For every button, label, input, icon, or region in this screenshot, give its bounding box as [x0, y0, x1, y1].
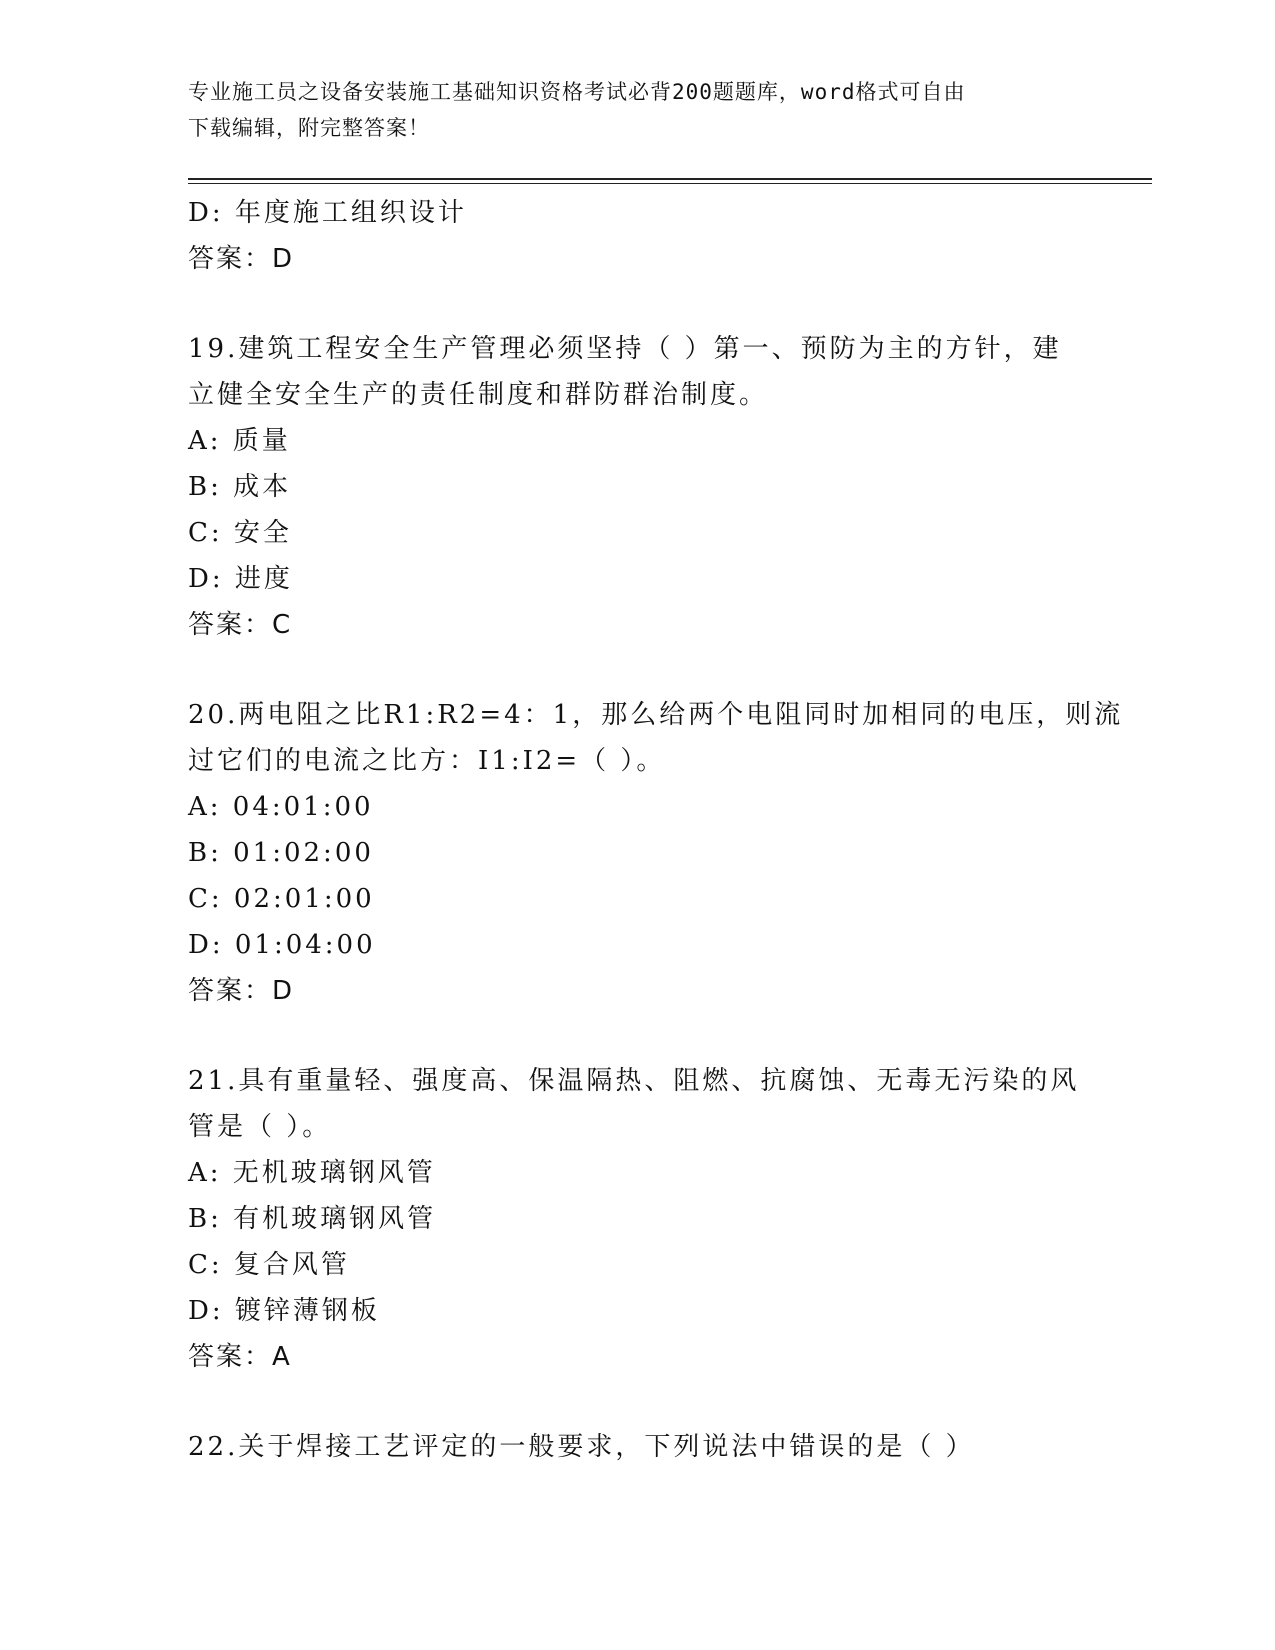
question-stem: 21.具有重量轻、强度高、保温隔热、阻燃、抗腐蚀、无毒无污染的风: [188, 1066, 1080, 1096]
option-d: D: 镀锌薄钢板: [188, 1296, 380, 1326]
prev-option-d: D: 年度施工组织设计: [188, 198, 467, 228]
option-b: B: 01:02:00: [188, 838, 374, 868]
question-stem: 22.关于焊接工艺评定的一般要求，下列说法中错误的是（ ）: [188, 1432, 975, 1462]
question-stem: 19.建筑工程安全生产管理必须坚持（ ）第一、预防为主的方针，建: [188, 334, 1062, 364]
answer: 答案：A: [188, 1342, 292, 1372]
option-c: C: 复合风管: [188, 1250, 350, 1280]
answer: 答案：D: [188, 976, 295, 1006]
header-line-1: 专业施工员之设备安装施工基础知识资格考试必背200题题库，word格式可自由: [188, 80, 966, 104]
option-c: C: 安全: [188, 518, 292, 548]
answer: 答案：C: [188, 610, 293, 640]
option-a: A: 04:01:00: [188, 792, 374, 822]
question-21: [188, 1058, 1088, 1380]
header-divider-thick: [188, 178, 1152, 180]
question-list: [188, 190, 1124, 1470]
option-c: C: 02:01:00: [188, 884, 375, 914]
question-19: [188, 326, 1088, 648]
question-stem: 20.两电阻之比R1:R2=4：1，那么给两个电阻同时加相同的电压，则流: [188, 700, 1124, 730]
header-line-2: 下载编辑，附完整答案！: [188, 116, 430, 140]
prev-answer: 答案：D: [188, 244, 295, 274]
option-d: D: 进度: [188, 564, 293, 594]
document-header: [188, 74, 1068, 146]
question-22: [188, 1424, 1088, 1470]
option-b: B: 成本: [188, 472, 292, 502]
question-stem: 立健全安全生产的责任制度和群防群治制度。: [188, 380, 769, 410]
question-stem: 管是（ ）。: [188, 1112, 332, 1142]
question-stem: 过它们的电流之比方：I1:I2=（ ）。: [188, 746, 666, 776]
header-divider-thin: [188, 183, 1152, 184]
question-20: [188, 692, 1124, 1014]
option-d: D: 01:04:00: [188, 930, 376, 960]
option-a: A: 无机玻璃钢风管: [188, 1158, 436, 1188]
option-a: A: 质量: [188, 426, 291, 456]
option-b: B: 有机玻璃钢风管: [188, 1204, 437, 1234]
